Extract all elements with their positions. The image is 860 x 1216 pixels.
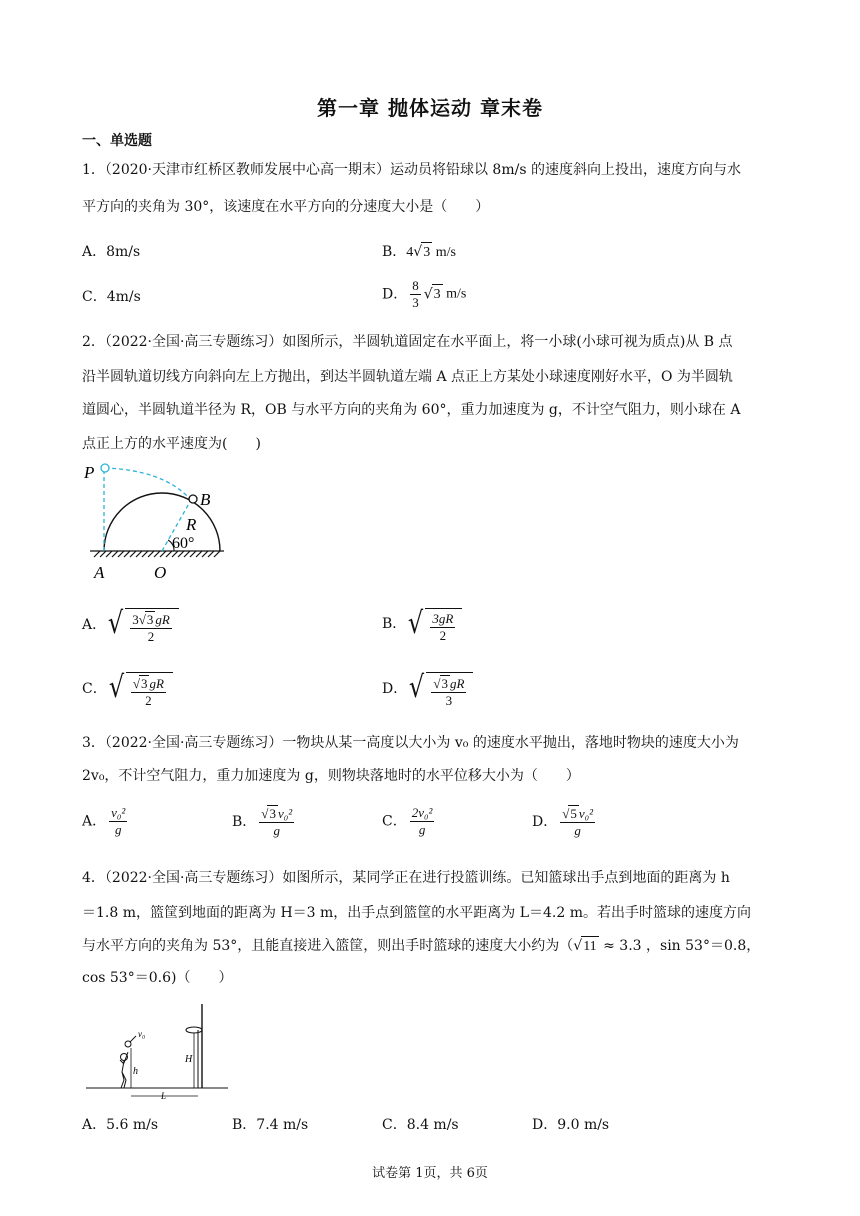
label-p: P	[84, 463, 95, 482]
q1-option-b	[382, 242, 456, 263]
rest: gR	[155, 612, 170, 627]
q1-option-a: A．8m/s	[82, 244, 141, 260]
numerator: v₀²	[578, 806, 594, 821]
q2-option-d	[382, 668, 473, 709]
q4-line-1: 4．（2022·全国·高三专题练习）如图所示，某同学正在进行投篮训练。已知篮球出手点到地面的距离为 h	[82, 870, 730, 886]
q4-line-3	[82, 936, 760, 957]
section-heading: 一、单选题	[82, 133, 152, 149]
radicand: 3	[269, 806, 276, 821]
numerator: 8	[412, 278, 419, 293]
q1-option-d-label: D．	[382, 286, 408, 303]
q1-option-b-coef: 4	[406, 245, 414, 260]
denominator: g	[273, 823, 280, 838]
q2-option-a	[82, 604, 179, 645]
q2-line-2: 沿半圆轨道切线方向斜向左上方抛出，到达半圆轨道左端 A 点正上方某处小球速度刚好水平，O 为半圆轨	[82, 369, 733, 385]
rest: gR	[149, 676, 164, 691]
q4-line-3a: 与水平方向的夹角为 53°，且能直接进入篮筐，则出手时篮球的速度大小约为（	[82, 938, 574, 954]
q2-option-c-sqrt	[107, 668, 173, 709]
q2-option-a-label: A．	[82, 616, 107, 633]
numerator: 3gR	[432, 611, 454, 626]
ball-b	[189, 495, 197, 503]
label-a: A	[94, 563, 105, 580]
label-small-h: h	[133, 1066, 138, 1077]
q4-option-a: A．5.6 m/s	[82, 1117, 159, 1133]
q3-option-d	[532, 805, 598, 839]
q4-option-d: D．9.0 m/s	[532, 1117, 610, 1133]
sqrt-symbol: √	[573, 938, 583, 954]
q3-option-d-fraction: $\frac{\text{√5 v₀²}}{g}$	[562, 806, 594, 838]
q2-option-b-sqrt	[406, 604, 462, 644]
q2-option-a-sqrt	[106, 604, 179, 645]
q1-option-b-label: B．	[382, 244, 407, 260]
ground-hatching	[90, 551, 224, 557]
label-big-h: H	[185, 1054, 193, 1065]
denominator: g	[418, 822, 426, 837]
q2-option-d-label: D．	[382, 680, 408, 697]
sqrt-symbol: √	[409, 670, 425, 705]
page-footer: 试卷第 1页，共 6页	[372, 1166, 488, 1181]
denominator: g	[114, 822, 122, 837]
q1-option-b-unit: m/s	[432, 245, 456, 260]
radicand: 5	[570, 806, 577, 821]
q2-line-3: 道圆心，半圆轨道半径为 R，OB 与水平方向的夹角为 60°，重力加速度为 g，不计空气阻力，则小球在 A	[82, 402, 741, 418]
q1-option-c: C．4m/s	[82, 289, 141, 305]
q3-option-b	[232, 805, 297, 839]
q1-option-d	[382, 278, 466, 311]
coef: 3	[132, 612, 139, 627]
numerator: v₀²	[277, 806, 293, 821]
q4-line-4: cos 53°＝0.6)（ ）	[82, 970, 233, 986]
q4-option-b: B．7.4 m/s	[232, 1117, 309, 1133]
q3-option-c-label: C．	[382, 813, 407, 830]
q1-option-d-radicand: 3	[432, 284, 443, 305]
sqrt-symbol: √	[108, 606, 124, 641]
denominator: 2	[145, 693, 152, 708]
hoop	[186, 1027, 202, 1033]
label-angle: 60°	[172, 535, 195, 552]
q2-option-c	[82, 668, 173, 709]
q3-option-a-label: A．	[82, 813, 107, 830]
q3-option-a	[82, 805, 130, 838]
ball-p	[101, 464, 109, 472]
velocity-arrow	[130, 1036, 136, 1042]
page-title: 第一章 抛体运动 章末卷	[317, 96, 543, 120]
q4-option-c: C．8.4 m/s	[382, 1117, 459, 1133]
radicand: 3	[146, 612, 154, 627]
label-r: R	[186, 515, 197, 534]
denominator: 2	[147, 629, 155, 644]
q2-option-d-sqrt	[407, 668, 473, 709]
denominator: 3	[445, 693, 453, 708]
q2-line-1: 2．（2022·全国·高三专题练习）如图所示，半圆轨道固定在水平面上，将一小球(小球可视为质点)从 B 点	[82, 334, 733, 350]
sqrt-symbol: √	[423, 286, 433, 303]
q1-line-1: 1．（2020·天津市红桥区教师发展中心高一期末）运动员将铅球以 8m/s 的速度斜向上投出，速度方向与水	[82, 162, 741, 178]
q2-option-a-fraction: $\frac{3√3 gR}{2}$	[132, 612, 170, 644]
label-v0: v₀	[138, 1029, 146, 1039]
q2-option-c-label: C．	[82, 680, 107, 697]
student-figure	[120, 1052, 128, 1088]
q2-option-d-fraction: $\frac{√3 gR}{3}$	[433, 676, 465, 708]
sqrt-symbol: √	[413, 244, 423, 260]
sqrt-symbol: √	[108, 670, 124, 705]
label-b: B	[200, 490, 211, 509]
q4-line-2: ＝1.8 m，篮筐到地面的距离为 H＝3 m，出手点到篮筐的水平距离为 L＝4.2 m。若出手时篮球的速度方向	[82, 905, 752, 921]
q2-semicircle-figure	[84, 460, 234, 580]
q3-option-c	[382, 805, 437, 838]
numerator: 2v₀²	[411, 805, 433, 820]
q4-radicand: 11	[581, 936, 598, 957]
q1-line-2: 平方向的夹角为 30°，该速度在水平方向的分速度大小是（ ）	[82, 199, 490, 215]
q3-line-1: 3．（2022·全国·高三专题练习）一物块从某一高度以大小为 v₀ 的速度水平抛出，落地时物块的速度大小为	[82, 735, 739, 751]
radicand: 3	[140, 676, 148, 691]
label-l: L	[161, 1091, 167, 1100]
q4-line-3b: ≈ 3.3 ，sin 53°＝0.8，	[598, 938, 761, 954]
q1-option-b-radicand: 3	[421, 242, 432, 263]
q3-option-b-fraction: $\frac{\text{√3 v₀²}}{g}$	[261, 806, 293, 838]
radicand: 3	[441, 676, 448, 691]
q3-option-a-fraction	[109, 805, 127, 838]
denominator: 3	[412, 295, 419, 310]
q3-option-c-fraction	[410, 805, 435, 838]
q2-line-4: 点正上方的水平速度为( )	[82, 436, 261, 452]
q1-option-d-unit: m/s	[442, 286, 467, 302]
numerator: v₀²	[111, 805, 126, 820]
q2-option-c-fraction: $\frac{√3 gR}{2}$	[132, 676, 164, 708]
q2-option-b-label: B．	[382, 616, 407, 632]
denominator: g	[574, 823, 581, 838]
q2-option-b	[382, 604, 462, 644]
label-o: O	[154, 563, 167, 580]
q4-basketball-figure	[84, 1000, 234, 1100]
denominator: 2	[439, 628, 447, 643]
rest: gR	[450, 676, 465, 691]
q3-line-2: 2v₀，不计空气阻力，重力加速度为 g，则物块落地时的水平位移大小为（ ）	[82, 768, 580, 784]
q2-option-b-fraction	[430, 611, 455, 644]
q3-option-d-label: D．	[532, 814, 558, 830]
q3-option-b-label: B．	[232, 814, 257, 830]
sqrt-symbol: √	[408, 606, 424, 641]
q1-option-d-fraction	[410, 278, 421, 311]
